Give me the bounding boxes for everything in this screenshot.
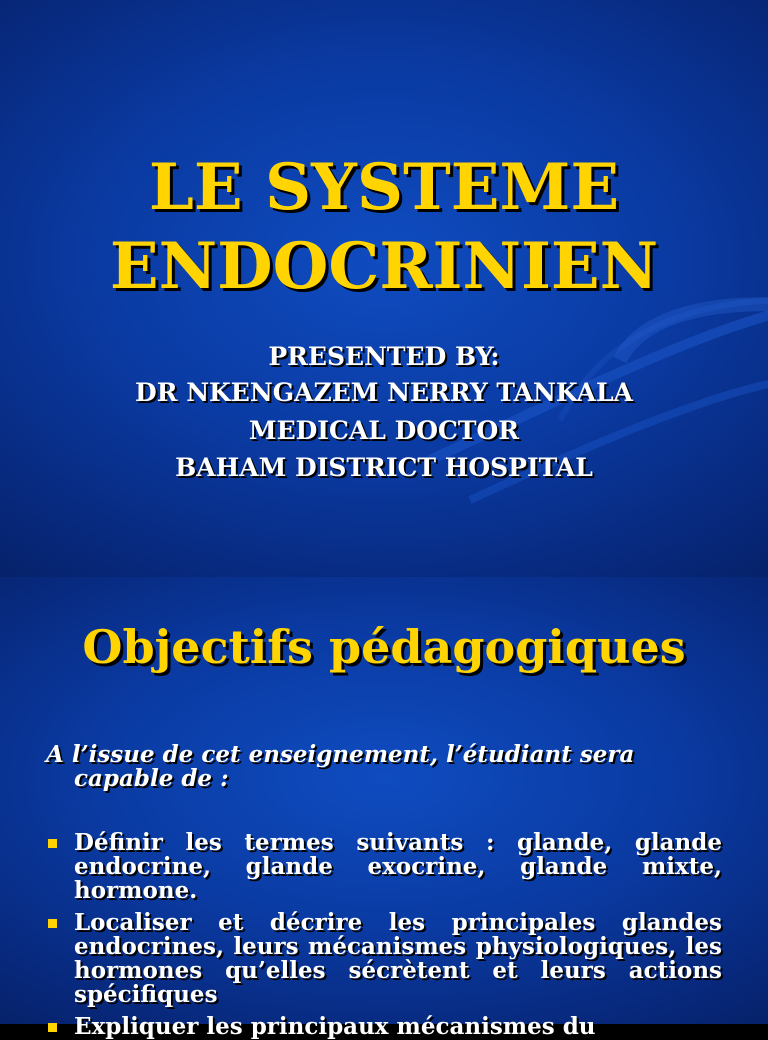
slide-title-line-2: ENDOCRINIEN: [109, 229, 659, 304]
slide-title-line-1: LE SYSTEME: [148, 150, 620, 225]
square-bullet-icon: [48, 919, 57, 928]
bullet-item: [46, 831, 722, 903]
presenter-name: DR NKENGAZEM NERRY TANKALA: [135, 378, 633, 407]
presented-by-label: PRESENTED BY:: [268, 342, 500, 371]
bullet-item: [46, 1015, 722, 1039]
bullet-text: Expliquer les principaux mécanismes du: [74, 1013, 596, 1040]
objectives-title: Objectifs pédagogiques: [82, 620, 686, 674]
square-bullet-icon: [48, 839, 57, 848]
square-bullet-icon: [48, 1023, 57, 1032]
bullet-text: Localiser et décrire les principales glandes endocrines, leurs mécanismes physiologiques, les hormones qu’elles sécrètent et leurs actions spécifiques: [74, 909, 722, 1008]
bullet-text: Définir les termes suivants : glande, glande endocrine, glande exocrine, glande mixte, hormone.: [74, 829, 722, 904]
presenter-role: MEDICAL DOCTOR: [248, 416, 520, 445]
presenter-institution: BAHAM DISTRICT HOSPITAL: [175, 453, 593, 482]
bullet-item: [46, 911, 722, 1007]
objectives-intro: A l’issue de cet enseignement, l’étudiant sera capable de :: [46, 741, 635, 792]
objectives-slide: [0, 577, 768, 1040]
